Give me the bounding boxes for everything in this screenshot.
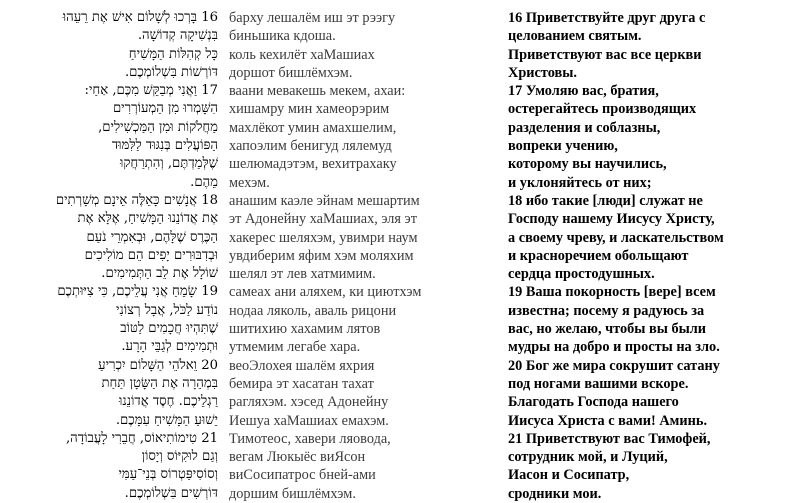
hebrew-verse-line: יֵשׁוּעַ הַמָּשִׁיחַ עִמָּכֶם.: [115, 412, 218, 428]
russian-column: [508, 9, 798, 503]
hebrew-verse-line: הַכֶּרֶס שֶׁלָּהֶם, וּבְאִמְרֵי נֹעַם: [86, 229, 218, 245]
hebrew-verse-line: 18 אֲנָשִׁים כָּאֵלֶּה אֵינָם מְשָׁרְתִים: [55, 192, 218, 208]
hebrew-verse-line: 20 וֵאלֹהֵי הַשָּׁלוֹם יִכְרִיעַ: [98, 357, 218, 373]
transliteration-verse-line: шитихию хахамим лятов: [229, 321, 381, 338]
russian-verse-line: Благодать Господа нашего: [508, 394, 679, 411]
transliteration-verse-line: утмемим легабе хара.: [229, 339, 361, 356]
transliteration-verse-line: вегам Люкыёс виЯсон: [229, 449, 366, 466]
hebrew-verse-line: שֶׁתִּהְיוּ חֲכָמִים לַטּוֹב: [120, 321, 218, 337]
transliteration-verse-line: махлёкот умин амахшелим,: [229, 119, 397, 136]
hebrew-verse-line: כָּל קְהִלּוֹת הַמָּשִׁיחַ: [128, 46, 218, 62]
hebrew-verse-line: 16 בָּרְכוּ לְשָׁלוֹם אִישׁ אֶת רֵעֵהוּ: [62, 10, 218, 25]
transliteration-verse-line: самеах ани аляхем, ки циютхэм: [229, 284, 422, 301]
russian-verse-line: 18 ибо такие [люди] служат не: [508, 192, 703, 209]
russian-verse-line: сердца простодушных.: [508, 266, 655, 283]
russian-verse-line: и красноречием обольщают: [508, 247, 689, 264]
russian-verse-line: известна; посему я радуюсь за: [508, 302, 705, 319]
russian-verse-line: 20 Бог же мира сокрушит сатану: [508, 357, 720, 374]
russian-verse-line: под ногами вашими вскоре.: [508, 375, 689, 392]
hebrew-verse-line: מַחֲלֹקוֹת וּמִן הַמַּכְשִׁילִים,: [98, 119, 218, 135]
russian-verse-line: Приветствуют вас все церкви: [508, 46, 702, 63]
transliteration-verse-line: доршот бишлёмхэм.: [229, 64, 353, 81]
transliteration-verse-line: шелюмадэтэм, вехитрахаку: [229, 156, 397, 173]
hebrew-verse-line: דּוֹרְשׁוֹת בִּשְׁלוֹמְכֶם.: [124, 64, 218, 80]
russian-verse-line: остерегайтесь производящих: [508, 101, 697, 118]
russian-verse-line: Христовы.: [508, 64, 577, 81]
hebrew-verse-line: הַפּוֹעֲלִים בְּנִגּוּד לַלִּמּוּד: [111, 138, 218, 154]
hebrew-verse-line: דּוֹרְשִׁים בִּשְׁלוֹמְכֶם.: [124, 485, 218, 501]
hebrew-verse-line: שׁוֹלָל אֶת לֵב הַתְּמִימִים.: [101, 266, 218, 282]
transliteration-verse-line: ваани мевакешь мекем, ахаи:: [229, 83, 406, 100]
transliteration-verse-line: биньшика кдоша.: [229, 28, 336, 45]
transliteration-verse-line: анашим каэле эйнам мешартим: [229, 192, 420, 209]
russian-verse-line: 16 Приветствуйте друг друга с: [508, 10, 706, 26]
russian-verse-line: Иасон и Сосипатр,: [508, 467, 630, 484]
russian-verse-line: вопреки учению,: [508, 138, 618, 155]
transliteration-verse-line: веоЭлохея шалём яхрия: [229, 357, 375, 374]
hebrew-verse-line: הִשָּׁמְרוּ מִן הַמְעוֹרְרִים: [112, 101, 218, 117]
russian-verse-line: 17 Умоляю вас, братия,: [508, 83, 659, 100]
russian-verse-line: а своему чреву, и ласкательством: [508, 229, 724, 246]
hebrew-column: [40, 9, 218, 503]
russian-verse-line: вас, но желаю, чтобы вы были: [508, 321, 707, 338]
hebrew-verse-line: וּבְדִבּוּרִים יָפִים הֵם מוֹלִיכִים: [84, 247, 218, 263]
russian-verse-line: целованием святым.: [508, 28, 642, 45]
hebrew-verse-line: מֵהֶם.: [190, 174, 218, 190]
hebrew-verse-line: שֶׁלְּמַדְתֶּם, וְהִתְרַחֲקוּ: [119, 156, 218, 172]
russian-verse-line: Господу нашему Иисусу Христу,: [508, 211, 715, 228]
hebrew-verse-line: בִּנְשִׁיקָה קְדוֹשָׁה.: [137, 28, 218, 44]
transliteration-verse-line: хишамру мин хамеорэрим: [229, 101, 390, 118]
transliteration-verse-line: эт Адонейну хаМашиах, эля эт: [229, 211, 417, 228]
russian-verse-line: Иисуса Христа с вами! Аминь.: [508, 412, 708, 429]
hebrew-verse-line: וּתְמִימִים לְגַבֵּי הָרָע.: [121, 339, 218, 355]
russian-verse-line: мудры на добро и просты на зло.: [508, 339, 720, 356]
hebrew-verse-line: וְגַם לוּקִיּוֹס וְיָסוֹן: [141, 449, 218, 465]
transliteration-verse-line: нодаа ляколь, аваль рицони: [229, 302, 397, 319]
russian-verse-line: 21 Приветствуют вас Тимофей,: [508, 430, 711, 447]
transliteration-verse-line: шелял эт лев хатмимим.: [229, 266, 376, 283]
hebrew-verse-line: נוֹדַע לַכֹּל, אֲבָל רְצוֹנִי: [116, 302, 218, 318]
russian-verse-line: сродники мои.: [508, 485, 602, 502]
hebrew-verse-line: 21 טִימוֹתִיאוֹס, חֲבֵרִי לָעֲבוֹדָה,: [65, 430, 218, 446]
hebrew-verse-line: 19 שָׂמֵחַ אֲנִי עֲלֵיכֶם, כִּי צִיּוּתְכֶם: [57, 284, 218, 300]
hebrew-verse-line: וְסוֹסִיפַּטְרוֹס בְּנֵי־עַמִּי: [118, 467, 218, 483]
russian-verse-line: разделения и соблазны,: [508, 119, 661, 136]
transliteration-verse-line: Тимотеос, хавери ляовода,: [229, 430, 391, 447]
transliteration-verse-line: виСосипатрос бней-ами: [229, 467, 376, 484]
russian-verse-line: и уклоняйтесь от них;: [508, 174, 652, 191]
hebrew-verse-line: בִּמְהֵרָה אֶת הַשָּׂטָן תַּחַת: [101, 375, 218, 391]
transliteration-column: [229, 9, 491, 503]
hebrew-verse-line: רַגְלֵיכֶם. חֶסֶד אֲדוֹנֵנוּ: [119, 394, 218, 410]
transliteration-verse-line: хакерес шеляхэм, увимри наум: [229, 229, 418, 246]
transliteration-verse-line: рагляхэм. хэсед Адонейну: [229, 394, 389, 411]
russian-verse-line: 19 Ваша покорность [вере] всем: [508, 284, 716, 301]
transliteration-verse-line: мехэм.: [229, 174, 270, 191]
transliteration-verse-line: коль кехилёт хаМашиах: [229, 46, 375, 63]
transliteration-verse-line: бемира эт хасатан тахат: [229, 375, 374, 392]
hebrew-verse-line: אֶת אֲדוֹנֵנוּ הַמָּשִׁיחַ, אֶלָּא אֶת: [77, 211, 218, 227]
transliteration-verse-line: хапоэлим бенигуд лялемуд: [229, 138, 392, 155]
transliteration-verse-line: увдиберим яфим хэм моляхим: [229, 247, 414, 264]
russian-verse-line: которому вы научились,: [508, 156, 667, 173]
transliteration-verse-line: Иешуа хаМашиах емахэм.: [229, 412, 389, 429]
transliteration-verse-line: доршим бишлёмхэм.: [229, 485, 356, 502]
transliteration-verse-line: барху лешалём иш эт рээгу: [229, 10, 396, 26]
russian-verse-line: сотрудник мой, и Луций,: [508, 449, 668, 466]
hebrew-verse-line: 17 וַאֲנִי מְבַקֵּשׁ מִכֶּם, אַחַי:: [84, 83, 218, 99]
